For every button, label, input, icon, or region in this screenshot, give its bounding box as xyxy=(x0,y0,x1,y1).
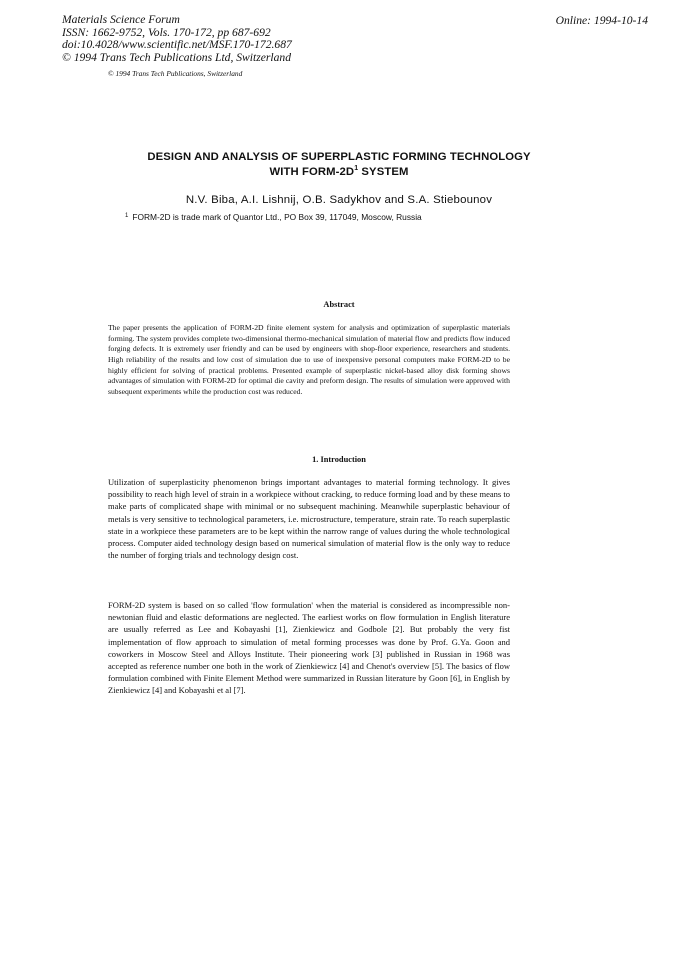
journal-header xyxy=(62,14,392,64)
online-date: Online: 1994-10-14 xyxy=(555,14,648,27)
author-list: N.V. Biba, A.I. Lishnij, O.B. Sadykhov and S.A. Stiebounov xyxy=(185,194,493,206)
publisher-copyright: © 1994 Trans Tech Publications Ltd, Switzerland xyxy=(62,50,292,64)
title-line-1: DESIGN AND ANALYSIS OF SUPERPLASTIC FORMING TECHNOLOGY xyxy=(147,151,531,163)
paper-title xyxy=(0,150,678,179)
journal-name: Materials Science Forum xyxy=(62,13,180,26)
title-footnote-mark: 1 xyxy=(354,164,359,172)
title-line-2-text: WITH FORM-2D xyxy=(269,165,355,178)
introduction-heading: 1. Introduction xyxy=(312,455,366,464)
doi-line: doi:10.4028/www.scientific.net/MSF.170-172.687 xyxy=(62,38,292,51)
inner-copyright: © 1994 Trans Tech Publications, Switzerland xyxy=(108,69,243,78)
title-line-2 xyxy=(0,165,678,180)
abstract-text: The paper presents the application of FORM-2D finite element system for analysis and optimization of superplastic materials forming. The system provides complete two-dimensional thermo-mechanical simulation of material flow and predicts flow induced forging defects. It is extremely user friendly and can be used by engineers with shop-floor experience, researchers and students. High reliability of the results and low cost of simulation due to use of inexpensive personal computers make FORM-2D to be highly efficient for solving of practical problems. Presented example of superplastic nickel-based alloy disk forming shows advantages of simulation with FORM-2D for optimal die cavity and preform design. The results of simulation were approved with subsequent experiments while the production cost was reduced. xyxy=(108,323,510,396)
footnote-mark: 1 xyxy=(125,213,129,219)
title-line-2-end: SYSTEM xyxy=(358,165,409,178)
introduction-paragraph-2: FORM-2D system is based on so called 'flow formulation' when the material is considered as incompressible non-newtonian fluid and elastic deformations are neglected. The earliest works on flow formulation in English literature are usually referred as Lee and Kobayashi [1], Zienkiewicz and Godbole [2]. But probably the very fist implementation of flow approach to simulation of metal forming processes was done by Prof. G.Ya. Goon and coworkers in Moscow Steel and Alloys Institute. Their pioneering work [3] published in Russian in 1968 was accepted as reference number one both in the work of Zienkiewicz [4] and Chenot's overview [5]. The basics of flow formulation combined with Finite Element Method were summarized in Russian literature by Goon [6], in English by Zienkiewicz [4] and Kobayashi et al [7]. xyxy=(108,600,510,696)
trademark-footnote xyxy=(125,212,422,222)
introduction-paragraph-1: Utilization of superplasticity phenomenon brings important advantages to material forming technology. It gives possibility to reach high level of strain in a workpiece without cracking, to reduce forming load and by these means to make parts of complicated shape with minimal or no subsequent machining. Meanwhile superplastic behaviour of metals is very sensitive to technological parameters, i.e. microstructure, temperature, strain rate. To reach superplastic state in a workpiece these parameters are to be kept within the narrow range of values during the whole technological process. Computer aided technology design based on numerical simulation of material flow is the only way to reduce the number of forging trials and technology design cost. xyxy=(108,477,510,561)
abstract-heading: Abstract xyxy=(323,300,355,309)
issn-line: ISSN: 1662-9752, Vols. 170-172, pp 687-692 xyxy=(62,25,271,39)
footnote-text: FORM-2D is trade mark of Quantor Ltd., PO Box 39, 117049, Moscow, Russia xyxy=(132,212,422,222)
